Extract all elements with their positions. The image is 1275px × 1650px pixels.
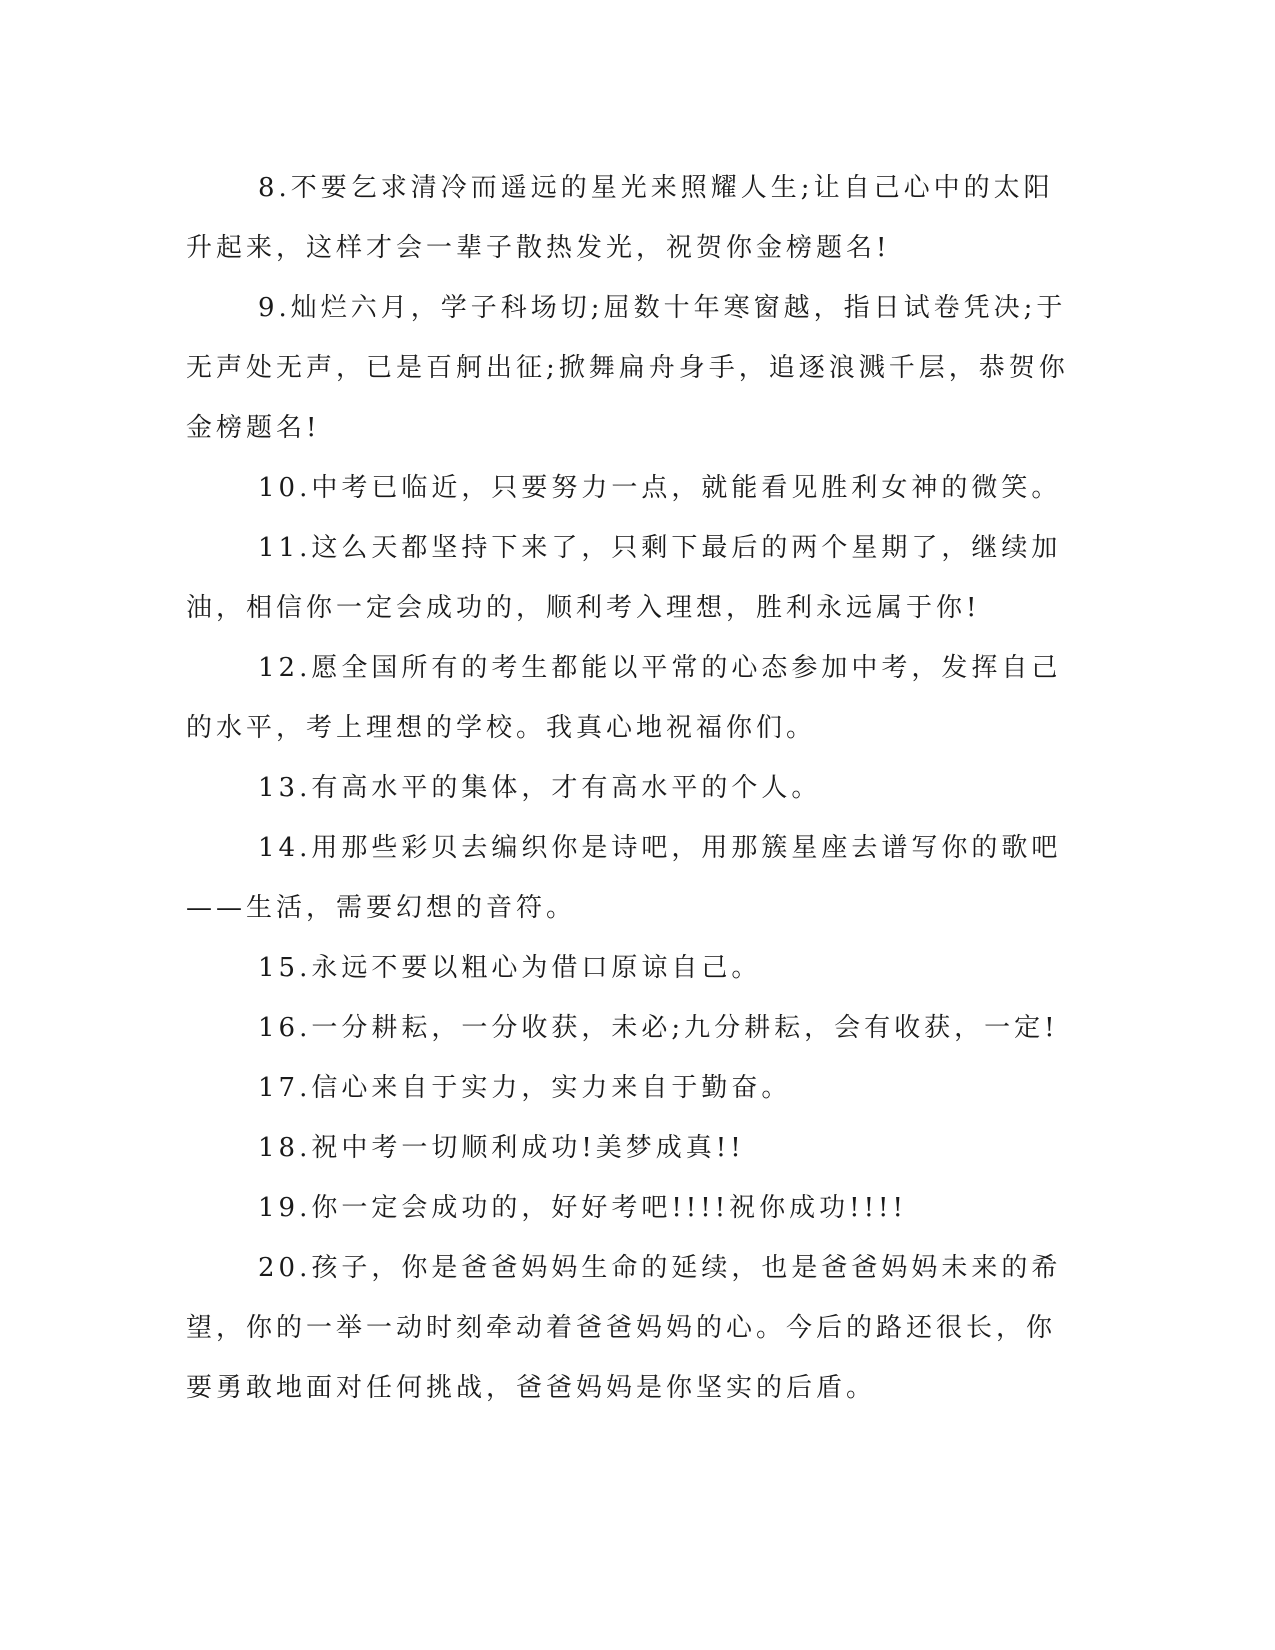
- paragraph-8: 8.不要乞求清冷而遥远的星光来照耀人生;让自己心中的太阳升起来，这样才会一辈子散热发光，祝贺你金榜题名!: [186, 173, 1054, 263]
- document-body: [186, 158, 1078, 1418]
- paragraph-17: 17.信心来自于实力，实力来自于勤奋。: [258, 1073, 792, 1103]
- paragraph-16: 16.一分耕耘，一分收获，未必;九分耕耘，会有收获，一定!: [258, 1013, 1059, 1043]
- paragraph-18: 18.祝中考一切顺利成功!美梦成真!!: [258, 1133, 745, 1163]
- paragraph-15: 15.永远不要以粗心为借口原谅自己。: [258, 953, 762, 983]
- paragraph-13: 13.有高水平的集体，才有高水平的个人。: [258, 773, 822, 803]
- paragraph-12: 12.愿全国所有的考生都能以平常的心态参加中考，发挥自己的水平，考上理想的学校。我真心地祝福你们。: [186, 653, 1062, 743]
- paragraph-10: 10.中考已临近，只要努力一点，就能看见胜利女神的微笑。: [258, 473, 1062, 503]
- paragraph-19: 19.你一定会成功的，好好考吧!!!!祝你成功!!!!: [258, 1193, 907, 1223]
- paragraph-11: 11.这么天都坚持下来了，只剩下最后的两个星期了，继续加油，相信你一定会成功的，顺利考入理想，胜利永远属于你!: [186, 533, 1062, 623]
- paragraph-14: 14.用那些彩贝去编织你是诗吧，用那簇星座去谱写你的歌吧——生活，需要幻想的音符。: [186, 833, 1062, 923]
- paragraph-20: 20.孩子，你是爸爸妈妈生命的延续，也是爸爸妈妈未来的希望，你的一举一动时刻牵动着爸爸妈妈的心。今后的路还很长，你要勇敢地面对任何挑战，爸爸妈妈是你坚实的后盾。: [186, 1253, 1062, 1403]
- paragraph-9: 9.灿烂六月，学子科场切;屈数十年寒窗越，指日试卷凭决;于无声处无声，已是百舸出征;掀舞扁舟身手，追逐浪溅千层，恭贺你金榜题名!: [186, 293, 1069, 443]
